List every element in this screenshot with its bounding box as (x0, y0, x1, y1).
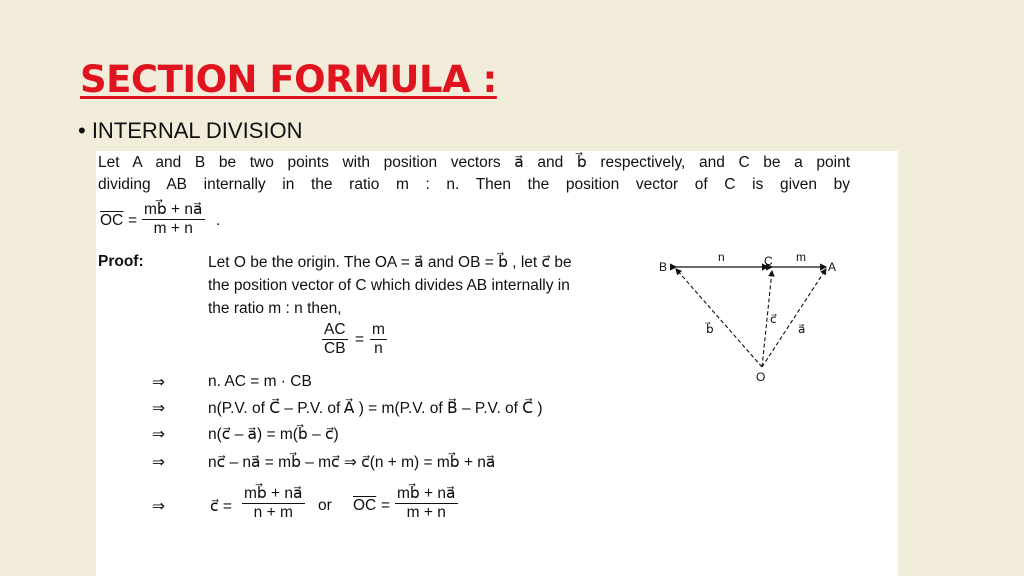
oc-fraction-numerator: mb⃗ + na⃗ (144, 201, 203, 218)
ratio-right-numerator: m (372, 321, 385, 338)
ratio-left-denominator: CB (324, 340, 346, 357)
step-5-equals: = (381, 497, 391, 514)
point-o-label: O (756, 370, 766, 384)
implies-arrow-2: ⇒ (152, 400, 165, 417)
step-2: n(P.V. of C⃗ – P.V. of A⃗ ) = m(P.V. of B⃗ – P.V. of C⃗ ) (208, 400, 543, 417)
point-c-label: C (764, 254, 773, 268)
step-5-or: or (318, 497, 332, 514)
ratio-right-fraction (370, 321, 387, 358)
vector-triangle-diagram (656, 243, 886, 393)
segment-m-label: m (796, 250, 806, 264)
step-4: nc⃗ – na⃗ = mb⃗ – mc⃗ ⇒ c⃗(n + m) = mb⃗ + na⃗ (208, 454, 496, 471)
step-5-numerator: mb⃗ + na⃗ (244, 485, 303, 502)
step-5-fraction (242, 485, 305, 522)
ratio-left-numerator: AC (324, 321, 346, 338)
step-5-denominator: n + m (253, 504, 293, 521)
step-5-fraction-2 (395, 485, 458, 522)
vector-ob-line (676, 269, 762, 367)
segment-n-label: n (718, 250, 725, 264)
intro-line-1: Let A and B be two points with position vectors a⃗ and b⃗ respectively, and C be a point (98, 154, 850, 171)
ratio-equals: = (355, 331, 365, 348)
vector-a-label: a⃗ (798, 322, 806, 336)
oc-fraction-denominator: m + n (153, 220, 193, 237)
document-image (96, 151, 898, 576)
vector-b-label: b⃗ (706, 322, 714, 336)
oc-fraction (142, 201, 205, 238)
implies-arrow-3: ⇒ (152, 426, 165, 443)
proof-label: Proof: (98, 253, 144, 270)
implies-arrow-5: ⇒ (152, 498, 165, 515)
proof-line-1: Let O be the origin. The OA = a⃗ and OB = b⃗ , let c⃗ be (208, 254, 572, 271)
step-1: n. AC = m · CB (208, 373, 312, 390)
oc-equals: = (128, 212, 138, 229)
step-5-numerator-2: mb⃗ + na⃗ (397, 485, 456, 502)
bullet-internal-division: • INTERNAL DIVISION (78, 118, 303, 143)
step-5-lhs: c⃗ = (210, 498, 232, 515)
ratio-left-fraction (322, 321, 348, 358)
proof-line-2: the position vector of C which divides AB internally in (208, 277, 570, 294)
step-5-oc-label: $\overline{OC}$ (353, 497, 377, 514)
intro-line-2: dividing AB internally in the ratio m : n. Then the position vector of C is given by (98, 176, 850, 193)
vector-c-label: c⃗ (770, 312, 777, 326)
point-b-label: B (659, 260, 668, 274)
proof-line-3: the ratio m : n then, (208, 300, 342, 317)
step-3: n(c⃗ – a⃗) = m(b⃗ – c⃗) (208, 426, 339, 443)
implies-arrow-4: ⇒ (152, 454, 165, 471)
point-a-label: A (828, 260, 837, 274)
ratio-right-denominator: n (374, 340, 383, 357)
implies-arrow-1: ⇒ (152, 374, 165, 391)
oc-period: . (216, 212, 221, 229)
slide-title: SECTION FORMULA : (80, 58, 497, 101)
oc-vector-label: $\overline{OC}$ (100, 212, 124, 229)
step-5-denominator-2: m + n (406, 504, 446, 521)
